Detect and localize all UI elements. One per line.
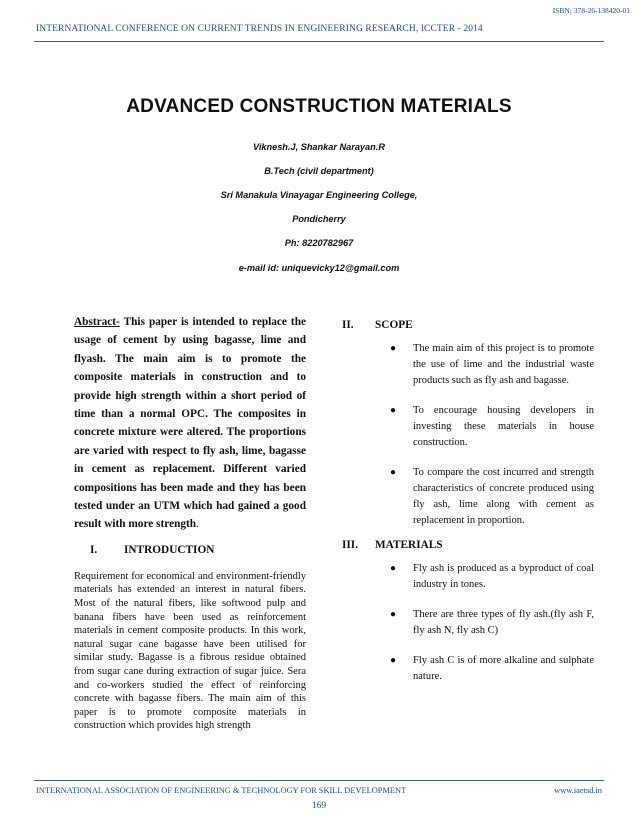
list-item: ● There are three types of fly ash.(fly ash F, fly ash N, fly ash C) (390, 609, 594, 636)
section-title: MATERIALS (375, 539, 443, 551)
list-item: ● To encourage housing developers in investing these materials in house construction. (390, 405, 594, 448)
introduction-heading (90, 544, 306, 556)
author-degree: B.Tech (civil department) (264, 166, 374, 176)
author-college: Sri Manakula Vinayagar Engineering College, (220, 190, 418, 200)
right-column (342, 319, 594, 699)
header-rule (34, 41, 604, 42)
materials-heading (342, 539, 594, 551)
list-item: ● To compare the cost incurred and strength characteristics of concrete produced using fly ash, lime along with cement as replacement in proportion. (390, 467, 594, 526)
bullet-icon: ● (390, 563, 397, 574)
paper-title: ADVANCED CONSTRUCTION MATERIALS (126, 96, 512, 117)
bullet-icon: ● (390, 343, 397, 354)
abstract-label: Abstract- (74, 316, 120, 328)
list-item: ● Fly ash is produced as a byproduct of coal industry in tones. (390, 563, 594, 590)
scope-heading (342, 319, 594, 331)
abstract-end: . (196, 518, 199, 531)
section-number: II. (342, 319, 354, 331)
section-title: INTRODUCTION (124, 543, 215, 556)
bullet-icon: ● (390, 405, 397, 416)
author-email: e-mail id: uniquevicky12@gmail.com (238, 263, 400, 273)
bullet-icon: ● (390, 467, 397, 478)
association-footer: INTERNATIONAL ASSOCIATION OF ENGINEERING & TECHNOLOGY FOR SKILL DEVELOPMENT (36, 786, 407, 795)
website-link[interactable]: www.iaetsd.in (554, 786, 602, 795)
bullet-icon: ● (390, 609, 397, 620)
section-number: III. (342, 539, 359, 551)
conference-header: INTERNATIONAL CONFERENCE ON CURRENT TRENDS IN ENGINEERING RESEARCH, ICCTER - 2014 (36, 24, 483, 34)
author-names: Viknesh.J, Shankar Narayan.R (253, 142, 385, 152)
isbn-label: ISBN: 378-26-138420-01 (552, 6, 630, 15)
list-item: ● Fly ash C is of more alkaline and sulphate nature. (390, 655, 594, 682)
footer-rule (34, 780, 604, 781)
page-number: 169 (311, 801, 327, 811)
abstract-text: This paper is intended to replace the usage of cement by using bagasse, lime and flyash. The main aim is to promote the composite materials in construction and to provide high strength within a short period of time than a normal OPC. The composites in concrete mixture were altered. The proportions are varied with respect to fly ash, lime, bagasse in cement as replacement. Different varied compositions has been made and they has been tested under an UTM which had gained a good result with more strength (74, 316, 306, 531)
section-number: I. (90, 543, 98, 556)
abstract (74, 313, 306, 534)
scope-list (342, 341, 594, 529)
left-column (74, 313, 306, 733)
introduction-text: Requirement for economical and environment-friendly materials has extended an interest in natural fibers. Most of the natural fibers, like softwood pulp and banana fibers have been used as reinforcement materials in cement composite products. In this work, natural sugar cane bagasse have been utilised for similar study. Bagasse is a fibrous residue obtained from sugar cane during extraction of sugar juice. Sera and co-workers studied the effect of reinforcing concrete with bagasse fibers. The main aim of this paper is to promote composite materials in construction which provides high strength (74, 570, 306, 732)
bullet-icon: ● (390, 655, 397, 666)
list-item: ● The main aim of this project is to promote the use of lime and the industrial waste products such as fly ash and bagasse. (390, 343, 594, 386)
section-title: SCOPE (375, 319, 413, 331)
author-city: Pondicherry (292, 214, 346, 224)
materials-list (342, 561, 594, 685)
author-phone: Ph: 8220782967 (284, 238, 354, 248)
